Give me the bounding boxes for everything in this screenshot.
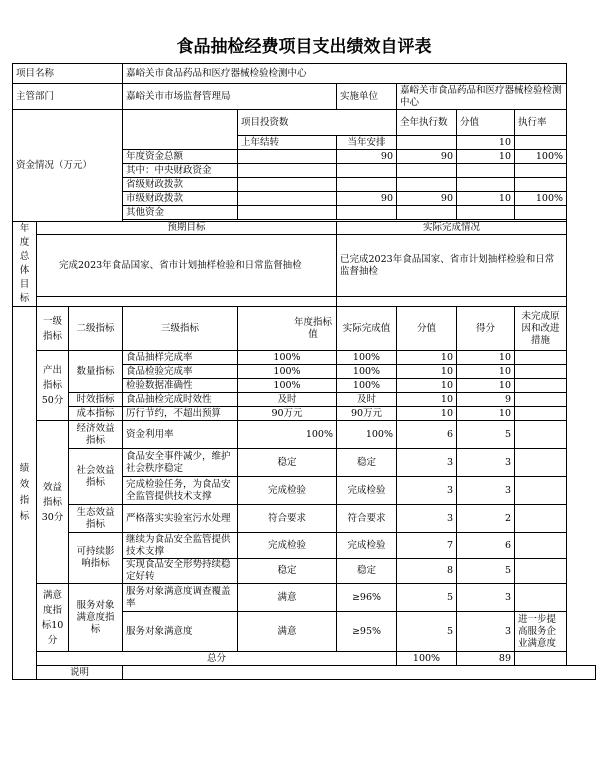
service-satisfaction-label: 服务对象满意度指标 [69, 584, 123, 652]
department-row [13, 84, 596, 110]
annual-goals-label: 年度总体目标 [13, 222, 37, 307]
indicator-header-row [13, 307, 596, 351]
goals-header-row [13, 222, 596, 235]
performance-evaluation-table [12, 63, 596, 680]
funds-blank-cell [123, 110, 238, 150]
indicator-row: 服务对象满意度 满意 ≥95% 5 3 进一步提高服务企业满意度 [13, 612, 596, 652]
cost-indicator-label: 成本指标 [69, 407, 123, 421]
note-label: 说明 [37, 666, 123, 680]
reason-header: 未完成原因和改进措施 [515, 307, 567, 351]
total-row [13, 652, 596, 666]
score-header: 得分 [457, 307, 515, 351]
social-indicator-label: 社会效益指标 [69, 449, 123, 505]
current-year-header: 当年安排 [337, 136, 397, 150]
indicator-row: 效益指标30分 经济效益指标 资金利用率 100% 100% 6 5 [13, 421, 596, 449]
satisfaction-indicator-label: 满意度指标10分 [37, 584, 69, 652]
score-value-header: 分值 [457, 110, 515, 136]
time-indicator-label: 时效指标 [69, 393, 123, 407]
benefit-indicator-label: 效益指标30分 [37, 421, 69, 584]
l2-header: 二级指标 [69, 307, 123, 351]
weight-value: 10 [457, 136, 515, 150]
indicator-row: 检验数据准确性 100% 100% 10 10 [13, 379, 596, 393]
sustainable-indicator-label: 可持续影响指标 [69, 533, 123, 584]
l3-header: 三级指标 [123, 307, 238, 351]
funds-row: 其中：中央财政资金 [13, 164, 596, 178]
value-header: 分值 [397, 307, 457, 351]
indicator-row: 满意度指标10分 服务对象满意度指标 服务对象满意度调查覆盖率 满意 ≥96% 5 3 [13, 584, 596, 612]
note-row [13, 666, 596, 680]
indicator-row: 完成检验任务，为食品安全监管提供技术支撑 完成检验 完成检验 3 3 [13, 477, 596, 505]
l1-header: 一级指标 [37, 307, 69, 351]
expected-goal-text: 完成2023年食品国家、省市计划抽样检验和日常监督抽检 [37, 235, 337, 296]
goals-content-row [13, 235, 596, 296]
actual-value-header: 实际完成值 [337, 307, 397, 351]
annual-target-header: 年度指标值 [238, 307, 337, 351]
department-label: 主管部门 [13, 84, 123, 110]
prev-balance-header: 上年结转 [238, 136, 337, 150]
funds-row: 年度资金总额 90 90 10 100% [13, 150, 596, 164]
improvement-note: 进一步提高服务企业满意度 [515, 612, 567, 652]
funds-header-row [13, 110, 596, 136]
output-indicator-label: 产出指标50分 [37, 351, 69, 421]
total-score: 89 [457, 652, 515, 666]
expected-goal-header: 预期目标 [37, 222, 337, 235]
note-value [123, 666, 596, 680]
indicator-row: 社会效益指标 食品安全事件减少，维护社会秩序稳定 稳定 稳定 3 3 [13, 449, 596, 477]
implementing-unit-value: 嘉峪关市食品药品和医疗器械检验检测中心 [397, 84, 567, 110]
project-name-value: 嘉峪关市食品药品和医疗器械检验检测中心 [123, 64, 567, 84]
exec-rate-header: 执行率 [515, 110, 567, 136]
indicator-row: 产出指标50分 数量指标 食品抽样完成率 100% 100% 10 10 [13, 351, 596, 365]
indicator-row: 可持续影响指标 继续为食品安全监管提供技术支撑 完成检验 完成检验 7 6 [13, 533, 596, 559]
indicator-row: 食品检验完成率 100% 100% 10 10 [13, 365, 596, 379]
implementing-unit-label: 实施单位 [337, 84, 397, 110]
actual-completion-header: 实际完成情况 [337, 222, 567, 235]
indicator-row: 实现食品安全形势持续稳定好转 稳定 稳定 8 5 [13, 559, 596, 584]
performance-indicators-label: 绩效指标 [13, 307, 37, 680]
department-value: 嘉峪关市市场监督管理局 [123, 84, 337, 110]
total-label: 总分 [37, 652, 397, 666]
indicator-row: 生态效益指标 严格落实实验室污水处理 符合要求 符合要求 3 2 [13, 505, 596, 533]
funds-row: 其他资金 [13, 206, 596, 220]
ecological-indicator-label: 生态效益指标 [69, 505, 123, 533]
indicator-row: 成本指标 厉行节约，不超出预算 90万元 90万元 10 10 [13, 407, 596, 421]
funds-label: 资金情况（万元） [13, 110, 123, 222]
page-title: 食品抽检经费项目支出绩效自评表 [176, 37, 432, 57]
funds-row: 市级财政拨款 90 90 10 100% [13, 192, 596, 206]
total-value: 100% [397, 652, 457, 666]
annual-exec-header: 全年执行数 [397, 110, 457, 136]
invest-header: 项目投资数 [238, 110, 397, 136]
quantity-indicator-label: 数量指标 [69, 351, 123, 393]
economic-indicator-label: 经济效益指标 [69, 421, 123, 449]
funds-row: 省级财政拨款 [13, 178, 596, 192]
actual-completion-text: 已完成2023年食品国家、省市计划抽样检验和日常监督抽检 [337, 235, 567, 296]
project-name-label: 项目名称 [13, 64, 123, 84]
project-name-row [13, 64, 596, 84]
indicator-row: 时效指标 食品抽检完成时效性 及时 及时 10 9 [13, 393, 596, 407]
